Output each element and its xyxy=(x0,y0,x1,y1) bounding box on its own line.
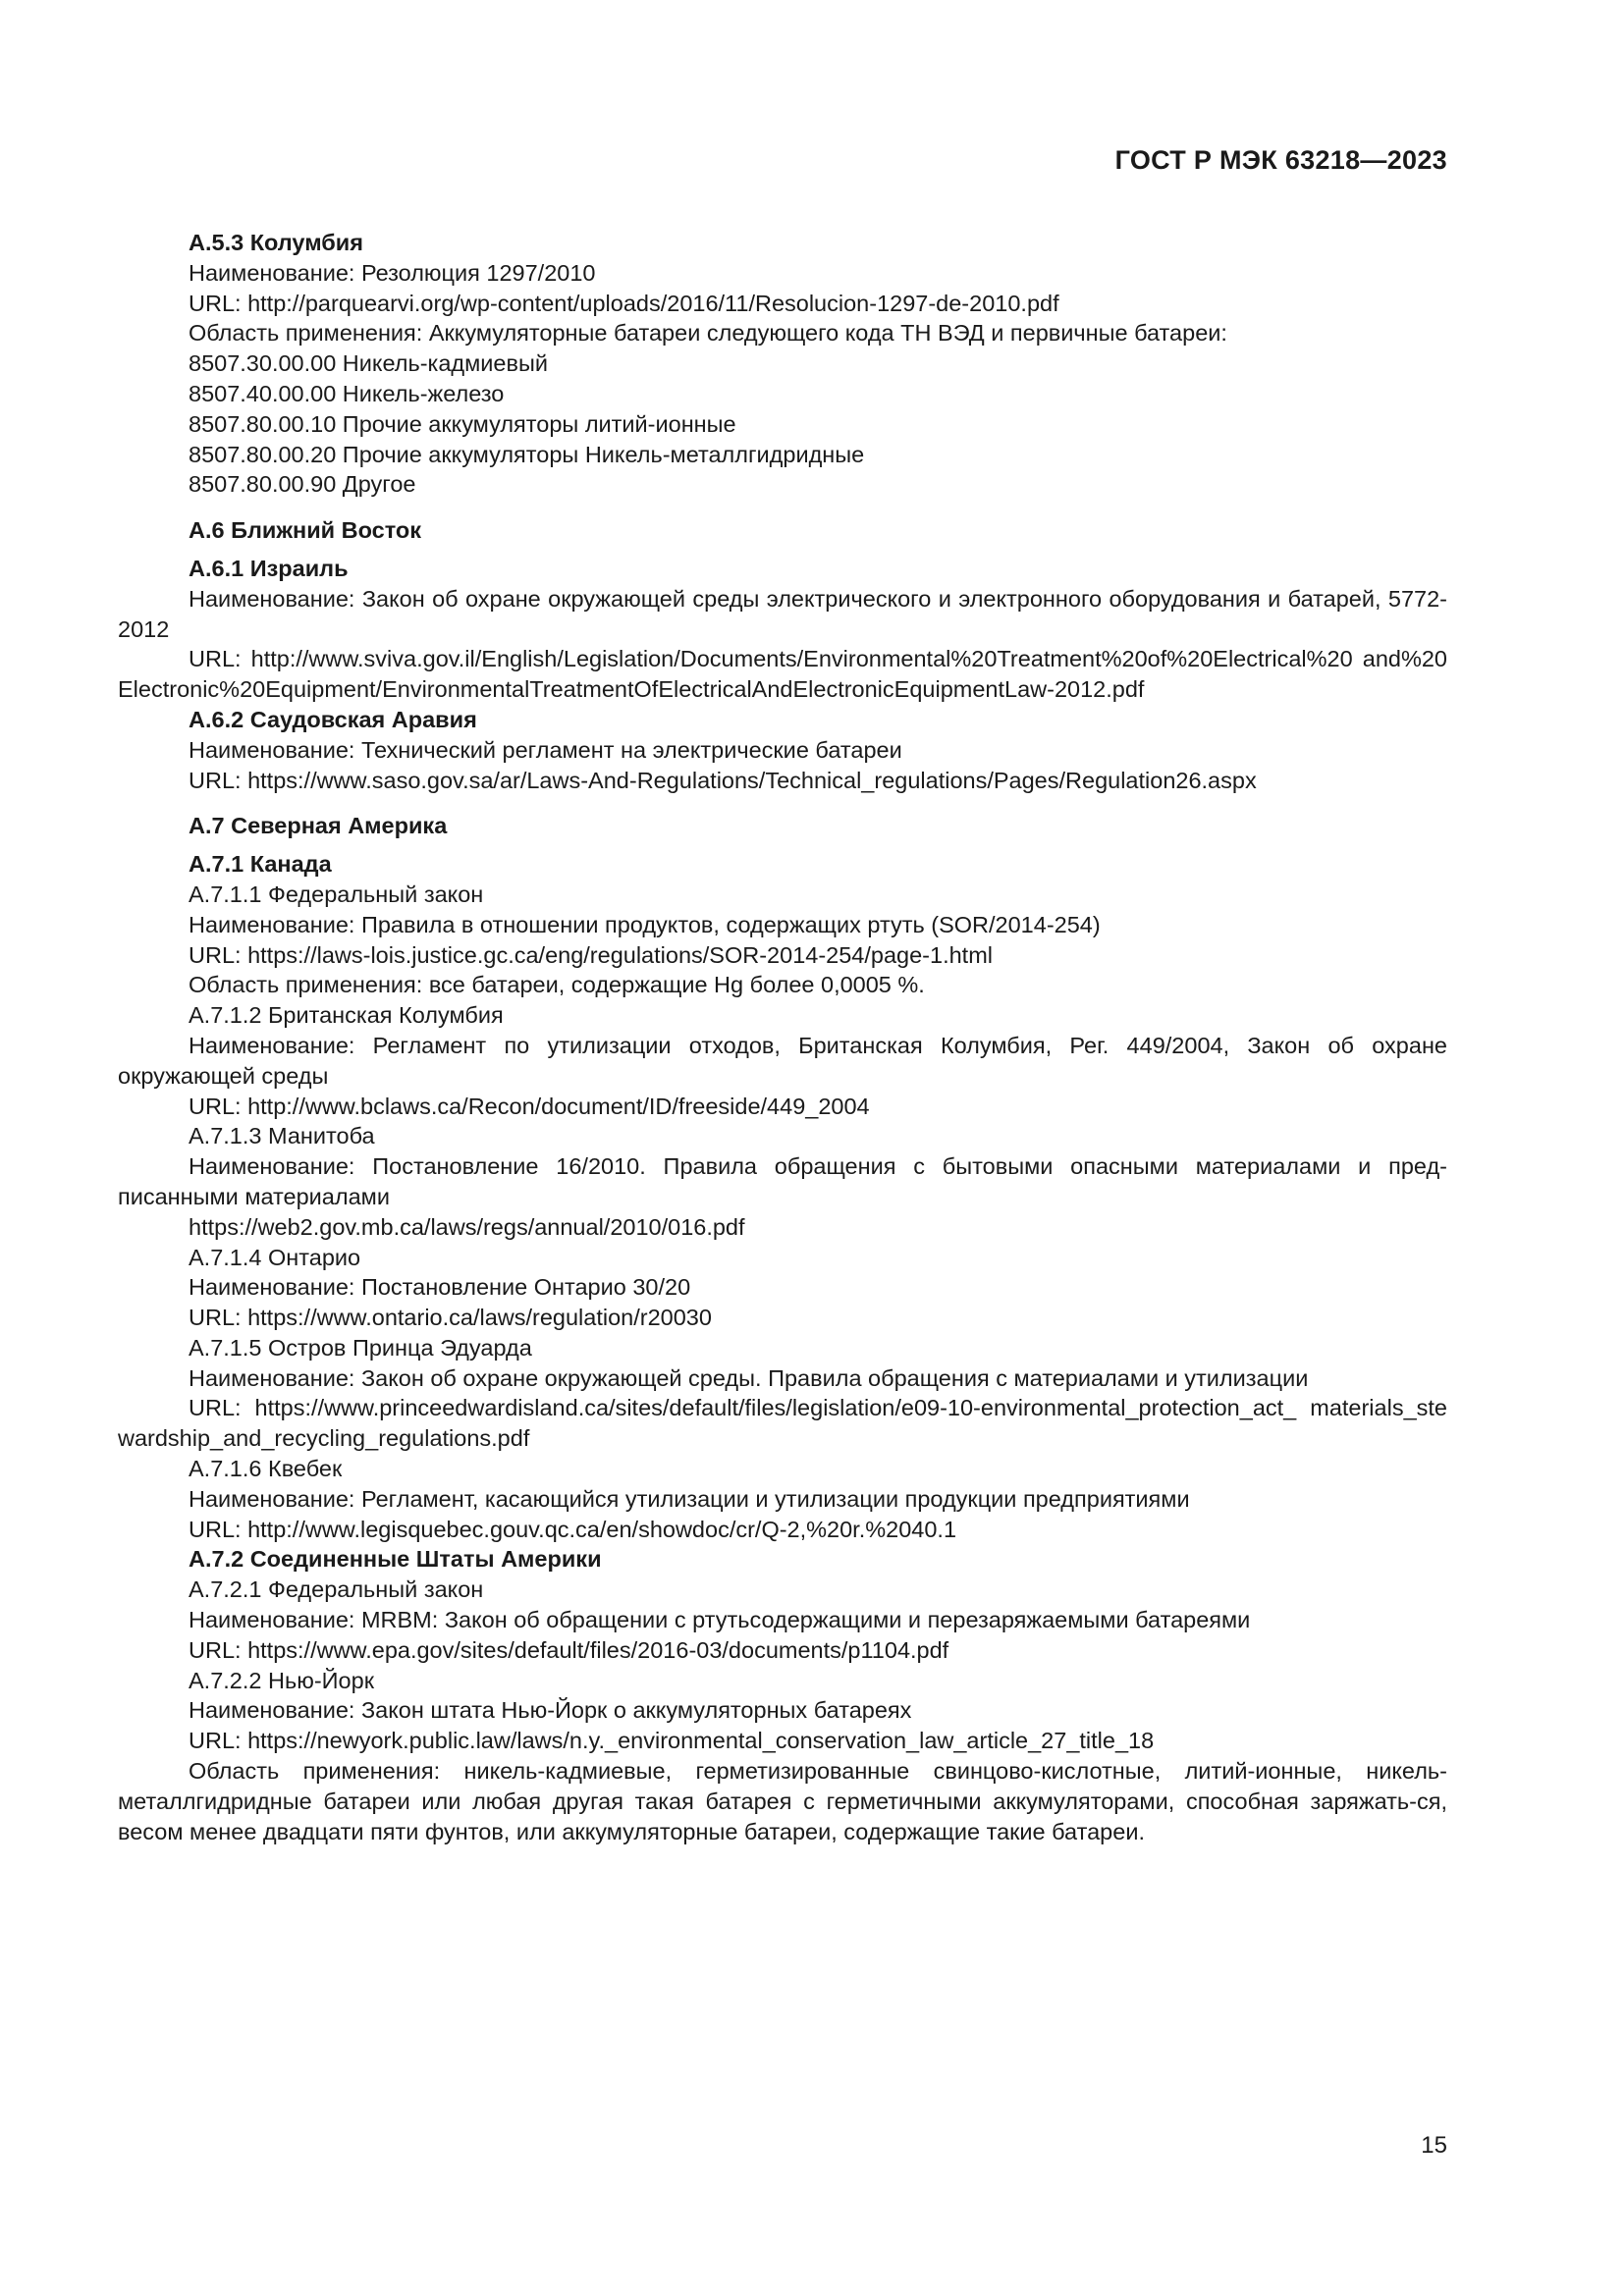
subsection-title-a711: А.7.1.1 Федеральный закон xyxy=(189,881,484,907)
a53-url-link[interactable]: URL: http://parquearvi.org/wp-content/uploads/2016/11/Resolucion-1297-de-2010.pdf xyxy=(189,290,1059,316)
section-title-a7: А.7 Северная Америка xyxy=(189,813,448,839)
a712-name xyxy=(118,1031,1447,1092)
a722-scope-text: Область применения: никель-кадмиевые, герметизированные свинцово-кислотные, литий-ионные, никель-металлгидридные батареи или любая другая такая батарея с герметичными аккумуляторами, способная заряжать-ся, весом менее двадцати пяти фунтов, или аккумуляторные батареи, содержащие такие батареи. xyxy=(118,1758,1447,1844)
a62-url-link[interactable]: URL: https://www.saso.gov.sa/ar/Laws-And-Regulations/Technical_regulations/Pages/Regulation26.aspx xyxy=(189,767,1257,793)
a53-code-item: 8507.80.00.10 Прочие аккумуляторы литий-ионные xyxy=(189,410,736,437)
a61-name xyxy=(118,584,1447,645)
a713-name xyxy=(118,1151,1447,1212)
a715-name: Наименование: Закон об охране окружающей среды. Правила обращения с материалами и утилизации xyxy=(189,1364,1309,1391)
a713-url-link[interactable]: https://web2.gov.mb.ca/laws/regs/annual/2010/016.pdf xyxy=(189,1213,745,1240)
a53-code-item: 8507.80.00.90 Другое xyxy=(189,471,416,498)
a721-url-link[interactable]: URL: https://www.epa.gov/sites/default/files/2016-03/documents/p1104.pdf xyxy=(189,1636,949,1663)
a711-url-link[interactable]: URL: https://laws-lois.justice.gc.ca/eng/regulations/SOR-2014-254/page-1.html xyxy=(189,941,993,968)
a711-scope: Область применения: все батареи, содержащие Hg более 0,0005 %. xyxy=(189,972,925,998)
section-title-a62: А.6.2 Саудовская Аравия xyxy=(189,706,477,732)
a722-name: Наименование: Закон штата Нью-Йорк о аккумуляторных батареях xyxy=(189,1697,912,1724)
a713-name-text: Наименование: Постановление 16/2010. Правила обращения с бытовыми опасными материалами и пред-писанными материалами xyxy=(118,1153,1447,1209)
page-number: 15 xyxy=(1421,2132,1447,2159)
section-title-a53: А.5.3 Колумбия xyxy=(189,230,363,255)
a722-scope xyxy=(118,1756,1447,1846)
a712-name-text: Наименование: Регламент по утилизации отходов, Британская Колумбия, Рег. 449/2004, Закон об охране окружающей среды xyxy=(118,1032,1447,1089)
a716-name: Наименование: Регламент, касающийся утилизации и утилизации продукции предприятиями xyxy=(189,1485,1190,1512)
subsection-title-a722: А.7.2.2 Нью-Йорк xyxy=(189,1667,374,1693)
a722-url-link[interactable]: URL: https://newyork.public.law/laws/n.y._environmental_conservation_law_article_27_title_18 xyxy=(189,1728,1155,1754)
subsection-title-a713: А.7.1.3 Манитоба xyxy=(189,1123,375,1149)
subsection-title-a714: А.7.1.4 Онтарио xyxy=(189,1244,361,1270)
a716-url-link[interactable]: URL: http://www.legisquebec.gouv.qc.ca/en/showdoc/cr/Q-2,%20r.%2040.1 xyxy=(189,1516,957,1542)
a53-name: Наименование: Резолюция 1297/2010 xyxy=(189,259,596,286)
a712-url-link[interactable]: URL: http://www.bclaws.ca/Recon/document/ID/freeside/449_2004 xyxy=(189,1093,870,1119)
a53-code-item: 8507.30.00.00 Никель-кадмиевый xyxy=(189,350,548,377)
a53-code-item: 8507.80.00.20 Прочие аккумуляторы Никель-металлгидридные xyxy=(189,441,865,467)
subsection-title-a715: А.7.1.5 Остров Принца Эдуарда xyxy=(189,1334,532,1361)
a721-name: Наименование: MRBM: Закон об обращении с ртутьсодержащими и перезаряжаемыми батареями xyxy=(189,1607,1251,1633)
a714-url-link[interactable]: URL: https://www.ontario.ca/laws/regulation/r20030 xyxy=(189,1305,712,1331)
a53-scope: Область применения: Аккумуляторные батареи следующего кода ТН ВЭД и первичные батареи: xyxy=(189,320,1227,347)
a711-name: Наименование: Правила в отношении продуктов, содержащих ртуть (SOR/2014-254) xyxy=(189,911,1101,937)
a714-name: Наименование: Постановление Онтарио 30/20 xyxy=(189,1274,691,1301)
section-title-a72: А.7.2 Соединенные Штаты Америки xyxy=(189,1546,602,1573)
a53-code-item: 8507.40.00.00 Никель-железо xyxy=(189,380,505,406)
a62-name: Наименование: Технический регламент на электрические батареи xyxy=(189,736,902,763)
a61-url-text[interactable]: URL: http://www.sviva.gov.il/English/Legislation/Documents/Environmental%20Treatment%20of%20Electrical%20 and%20Electronic%20Equipment/EnvironmentalTreatmentOfElectricalAndElectronicEquipmentLaw-2012.pdf xyxy=(118,646,1447,703)
a61-name-text: Наименование: Закон об охране окружающей среды электрического и электронного оборудования и батарей, 5772-2012 xyxy=(118,585,1447,642)
a715-url-link[interactable] xyxy=(118,1393,1447,1454)
subsection-title-a721: А.7.2.1 Федеральный закон xyxy=(189,1576,484,1603)
subsection-title-a712: А.7.1.2 Британская Колумбия xyxy=(189,1002,504,1029)
section-title-a6: А.6 Ближний Восток xyxy=(189,517,422,544)
subsection-title-a716: А.7.1.6 Квебек xyxy=(189,1456,343,1482)
a715-url-text[interactable]: URL: https://www.princeedwardisland.ca/sites/default/files/legislation/e09-10-environmental_protection_act_ materials_stewardship_and_recycling_regulations.pdf xyxy=(118,1395,1447,1452)
document-body xyxy=(118,228,1447,1846)
a61-url-link[interactable] xyxy=(118,644,1447,705)
section-title-a61: А.6.1 Израиль xyxy=(189,555,349,581)
document-header: ГОСТ Р МЭК 63218—2023 xyxy=(1114,145,1447,175)
section-title-a71: А.7.1 Канада xyxy=(189,851,332,878)
